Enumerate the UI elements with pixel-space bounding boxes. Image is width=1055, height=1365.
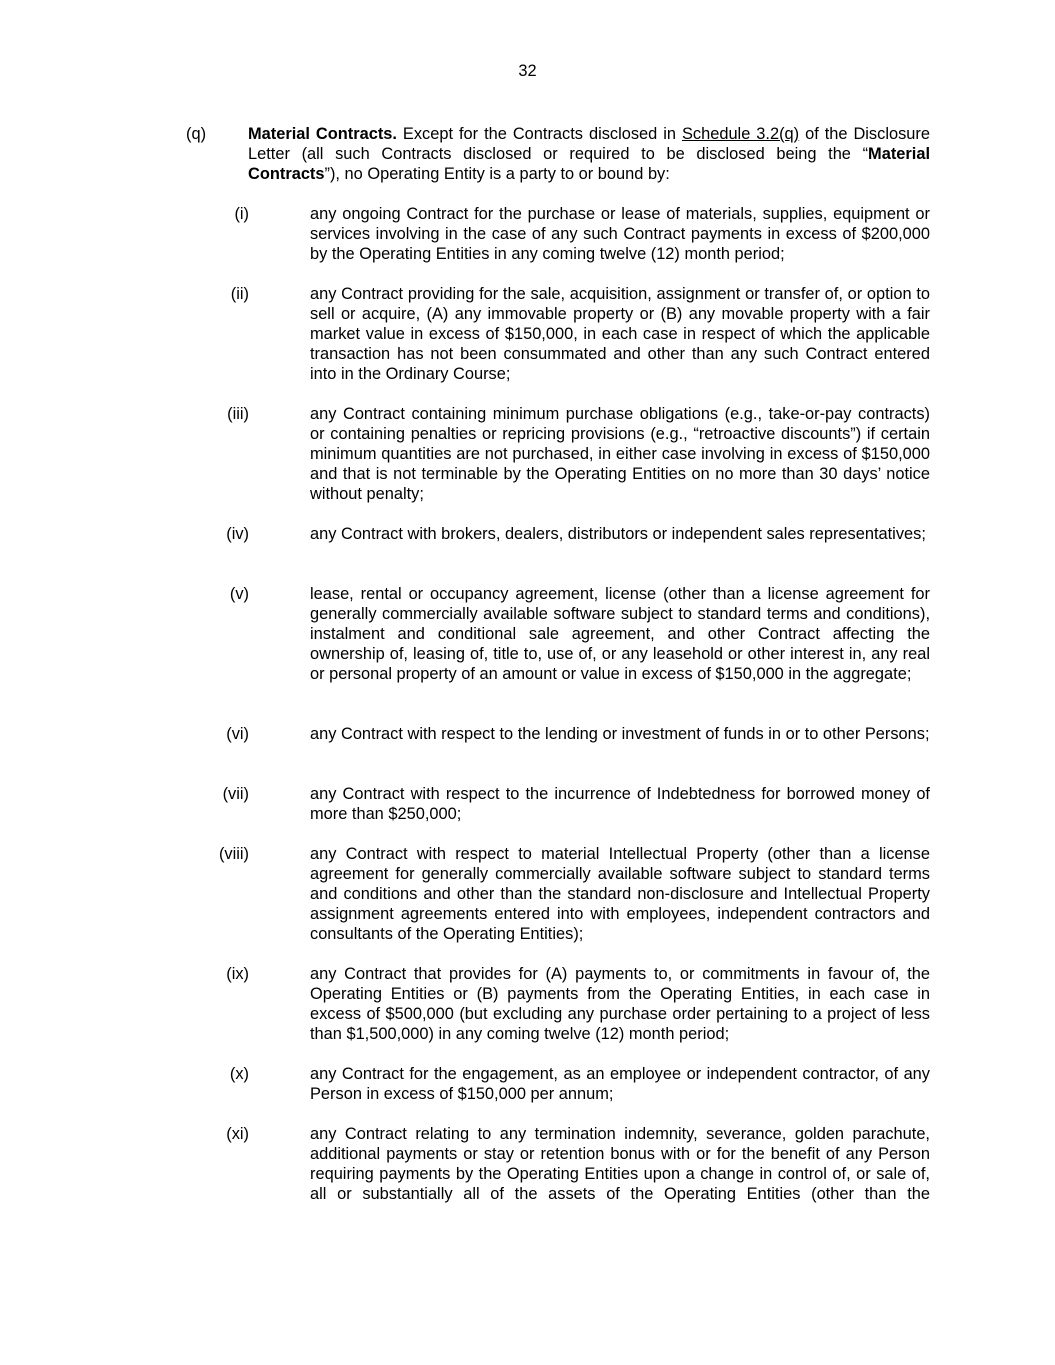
- list-item: [0, 524, 1055, 544]
- item-label: (vi): [226, 725, 249, 743]
- item-text: any Contract for the engagement, as an employee or independent contractor, of any Person in excess of $150,000 per annum;: [310, 1065, 930, 1103]
- list-item: [0, 284, 1055, 384]
- item-text: any Contract relating to any termination indemnity, severance, golden parachute, additional payments or stay or retention bonus with or for the benefit of any Person requiring payments by the Operating Entities upon a change in control of, or sale of, all or substantially all of the assets of the Operating Entities (other than the: [310, 1125, 930, 1203]
- item-label: (ii): [230, 285, 249, 303]
- list-item: [0, 1124, 1055, 1204]
- item-text: any Contract providing for the sale, acquisition, assignment or transfer of, or option to sell or acquire, (A) any immovable property or (B) any movable property with a fair market value in excess of $150,000, in each case in respect of which the applicable transaction has not been consummated and other than any such Contract entered into in the Ordinary Course;: [310, 285, 930, 383]
- list-item: [0, 724, 1055, 744]
- section-q: [0, 124, 1055, 184]
- intro-text-1: Except for the Contracts disclosed in: [396, 125, 682, 143]
- list-item: [0, 784, 1055, 824]
- item-text: any Contract with respect to material Intellectual Property (other than a license agreement for generally commercially available software subject to standard terms and conditions and other than the standard non-disclosure and Intellectual Property assignment agreements entered into with employees, independent contractors and consultants of the Operating Entities);: [310, 845, 930, 943]
- item-label: (iii): [227, 405, 249, 423]
- list-item: [0, 1064, 1055, 1104]
- list-item: [0, 964, 1055, 1044]
- item-text: any Contract with brokers, dealers, distributors or independent sales representatives;: [310, 525, 926, 543]
- section-title: Material Contracts.: [248, 125, 397, 143]
- item-text: any Contract with respect to the incurrence of Indebtedness for borrowed money of more than $250,000;: [310, 785, 930, 823]
- item-text: any ongoing Contract for the purchase or lease of materials, supplies, equipment or services involving in the case of any such Contract payments in excess of $200,000 by the Operating Entities in any coming twelve (12) month period;: [310, 205, 930, 263]
- item-label: (viii): [218, 845, 249, 863]
- section-intro: [248, 124, 930, 184]
- item-label: (x): [229, 1065, 249, 1083]
- item-label: (vii): [222, 785, 249, 803]
- item-text: lease, rental or occupancy agreement, license (other than a license agreement for generally commercially available software subject to standard terms and conditions), instalment and conditional sale agreement, and other Contract affecting the ownership of, leasing of, title to, use of, or any leasehold or other interest in, any real or personal property of an amount or value in excess of $150,000 in the aggregate;: [310, 585, 930, 683]
- page-number: 32: [518, 62, 537, 80]
- item-label: (ix): [226, 965, 249, 983]
- item-text: any Contract that provides for (A) payments to, or commitments in favour of, the Operating Entities or (B) payments from the Operating Entities, in each case in excess of $500,000 (but excluding any purchase order pertaining to a project of less than $1,500,000) in any coming twelve (12) month period;: [310, 965, 930, 1043]
- item-label: (iv): [226, 525, 249, 543]
- schedule-reference: Schedule 3.2(q): [681, 125, 800, 143]
- list-item: [0, 844, 1055, 944]
- list-item: [0, 404, 1055, 504]
- section-label: (q): [186, 125, 207, 143]
- item-label: (v): [229, 585, 249, 603]
- item-label: (xi): [226, 1125, 249, 1143]
- item-label: (i): [234, 205, 249, 223]
- defined-term: Material Contracts: [248, 145, 930, 183]
- intro-text-3: ”), no Operating Entity is a party to or bound by:: [324, 165, 670, 183]
- list-item: [0, 204, 1055, 264]
- intro-text-2: of the Disclosure Letter (all such Contracts disclosed or required to be disclosed being the “: [248, 125, 930, 163]
- item-text: any Contract with respect to the lending or investment of funds in or to other Persons;: [310, 725, 930, 743]
- item-text: any Contract containing minimum purchase obligations (e.g., take-or-pay contracts) or containing penalties or repricing provisions (e.g., “retroactive discounts”) if certain minimum quantities are not purchased, in either case involving in excess of $150,000 and that is not terminable by the Operating Entities on no more than 30 days’ notice without penalty;: [310, 405, 930, 503]
- list-item: [0, 584, 1055, 684]
